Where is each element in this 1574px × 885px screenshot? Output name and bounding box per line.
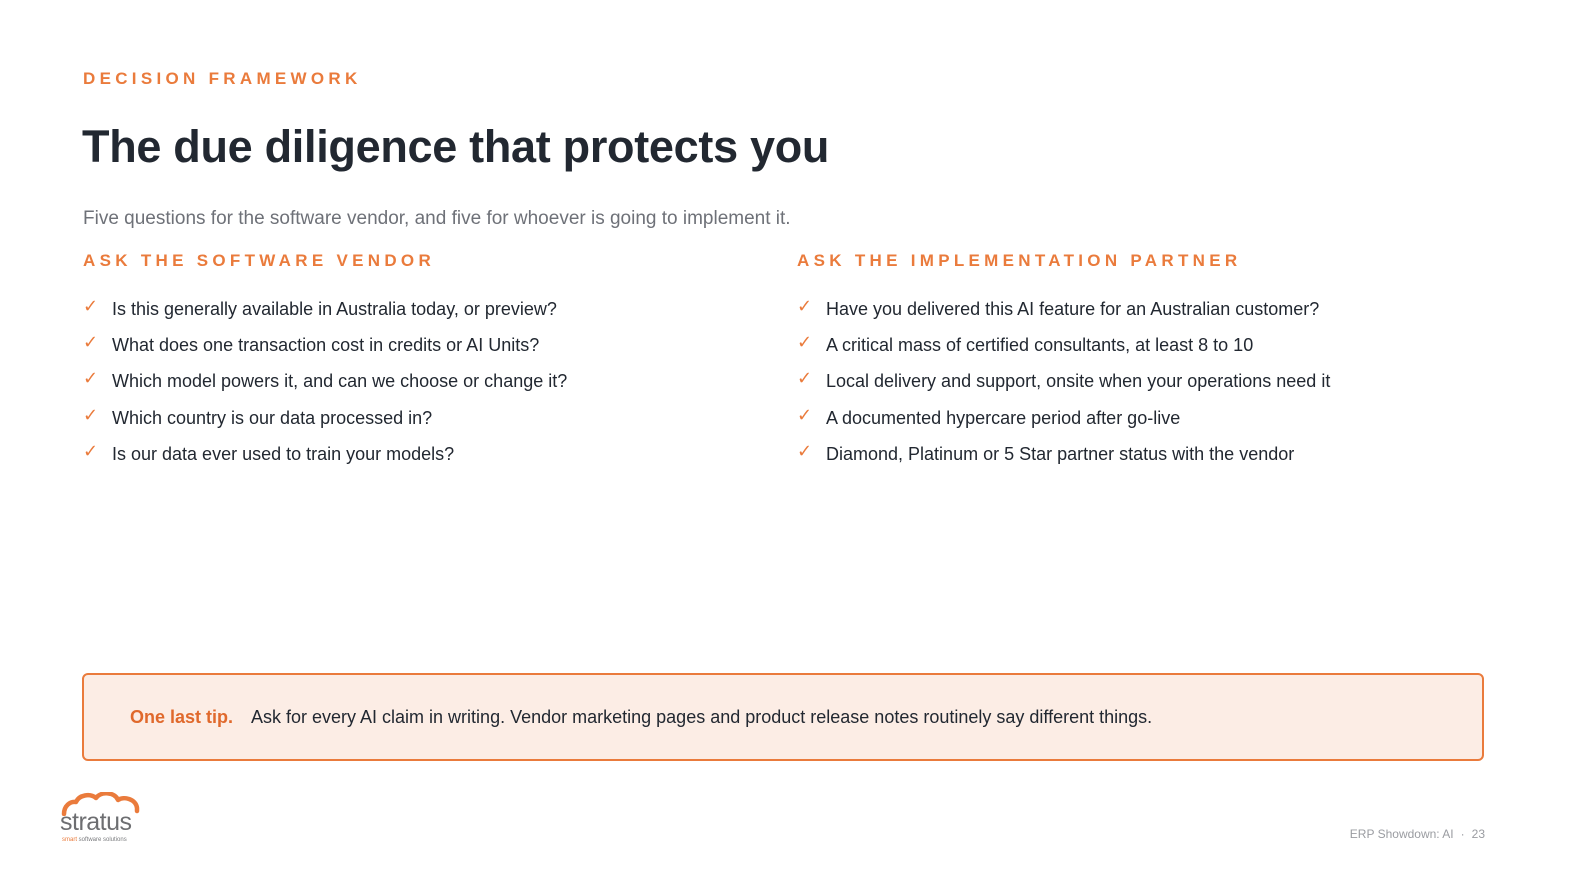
slide-footer [1350, 827, 1485, 841]
stratus-logo [60, 792, 142, 848]
vendor-questions-column [83, 250, 763, 464]
checkmark-icon: ✓ [797, 440, 813, 462]
list-item-text: Which country is our data processed in? [112, 407, 433, 428]
list-item-text: Which model powers it, and can we choose or change it? [112, 371, 568, 392]
list-item-text: Is our data ever used to train your models? [112, 443, 455, 464]
checkmark-icon: ✓ [83, 332, 99, 354]
section-eyebrow: DECISION FRAMEWORK [83, 69, 362, 88]
checkmark-icon: ✓ [83, 368, 99, 390]
logo-wordmark: stratus [60, 808, 132, 836]
checkmark-icon: ✓ [83, 440, 99, 462]
logo-tagline-accent: smart [62, 837, 77, 843]
list-item-text: Local delivery and support, onsite when your operations need it [826, 371, 1331, 392]
page-number: 23 [1471, 827, 1485, 841]
logo-tagline [62, 837, 127, 844]
list-item-text: Diamond, Platinum or 5 Star partner status with the vendor [826, 443, 1295, 464]
deck-name: ERP Showdown: AI [1349, 827, 1454, 841]
page-title: The due diligence that protects you [82, 121, 830, 172]
list-item-text: Is this generally available in Australia today, or preview? [112, 299, 557, 319]
page-subtitle: Five questions for the software vendor, and five for whoever is going to implement it. [83, 208, 791, 229]
partner-questions-column [797, 250, 1477, 464]
checkmark-icon: ✓ [83, 296, 99, 317]
footer-separator: · [1460, 827, 1465, 841]
tip-callout [82, 673, 1484, 761]
list-item-text: What does one transaction cost in credits or AI Units? [112, 335, 540, 356]
list-item-text: A critical mass of certified consultants, at least 8 to 10 [826, 335, 1254, 356]
checkmark-icon: ✓ [797, 296, 813, 317]
checkmark-icon: ✓ [797, 368, 813, 390]
list-item-text: A documented hypercare period after go-live [826, 407, 1181, 428]
tip-label: One last tip. [130, 707, 234, 727]
vendor-questions-heading: ASK THE SOFTWARE VENDOR [83, 251, 436, 270]
checkmark-icon: ✓ [797, 404, 813, 426]
list-item-text: Have you delivered this AI feature for an Australian customer? [826, 299, 1320, 319]
checkmark-icon: ✓ [83, 404, 99, 426]
tip-text: Ask for every AI claim in writing. Vendor marketing pages and product release notes routinely say different things. [251, 707, 1153, 727]
logo-tagline-rest: software solutions [77, 837, 127, 843]
checkmark-icon: ✓ [797, 332, 813, 354]
partner-questions-heading: ASK THE IMPLEMENTATION PARTNER [797, 251, 1242, 270]
